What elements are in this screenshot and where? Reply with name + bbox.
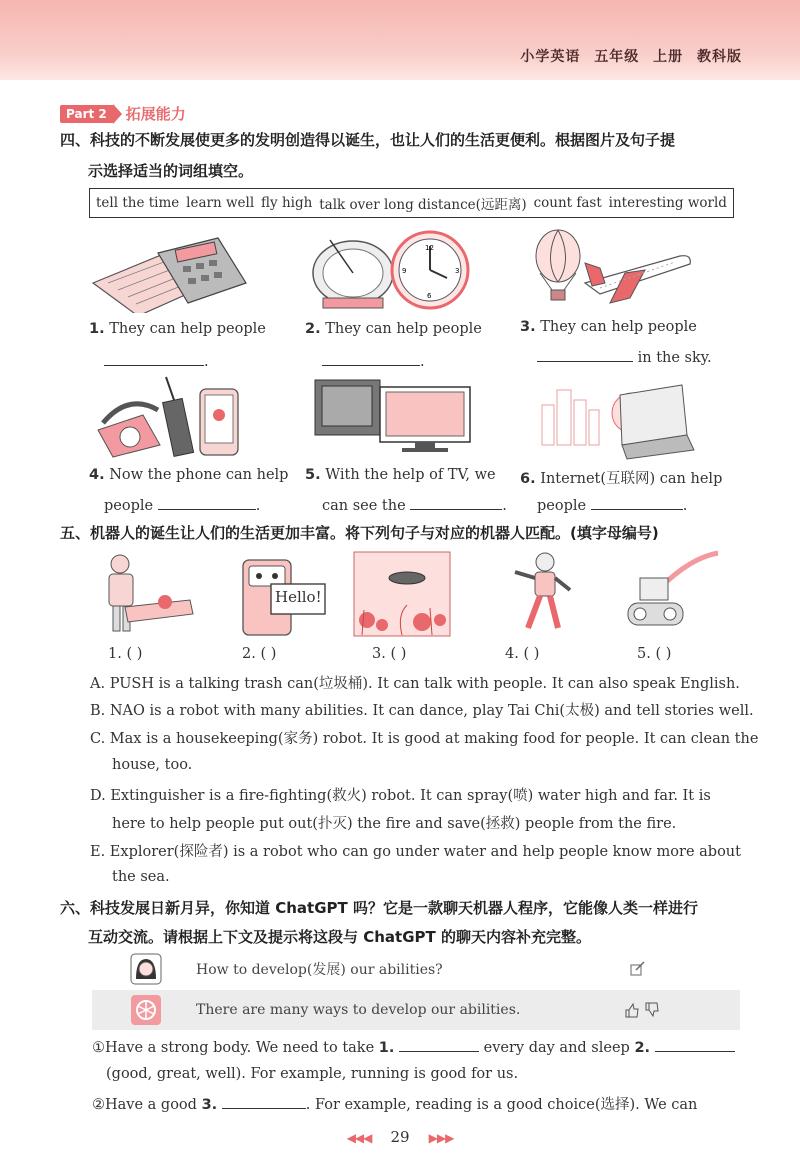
chat-answer: There are many ways to develop our abilities. xyxy=(196,1002,521,1018)
robot-label: 3. ( ) xyxy=(372,646,407,662)
robot-label: 2. ( ) xyxy=(242,646,277,662)
hello-sign: Hello! xyxy=(275,588,322,606)
svg-text:3: 3 xyxy=(455,267,460,275)
answer-blank[interactable] xyxy=(158,495,256,510)
q6-title-line2: 互动交流。请根据上下文及提示将这段与 ChatGPT 的聊天内容补充完整。 xyxy=(88,928,591,946)
answer-blank[interactable] xyxy=(537,347,633,362)
q5-option-b: B. NAO is a robot with many abilities. It can dance, play Tai Chi(太极) and tell stories well. xyxy=(90,703,754,719)
q6-title-line1: 六、科技发展日新月异，你知道 ChatGPT 吗？它是一款聊天机器人程序，它能像人类一样进行 xyxy=(60,899,698,917)
word-bank-item: learn well xyxy=(186,195,255,211)
q4-answer-line: . xyxy=(322,351,425,370)
left-arrows-icon: ◀◀◀ xyxy=(346,1131,372,1145)
q5-option-d: D. Extinguisher is a fire-fighting(救火) robot. It can spray(喷) water high and far. It is xyxy=(90,788,711,804)
balloon-airplane-image xyxy=(530,228,695,313)
word-bank-item: interesting world xyxy=(608,195,727,211)
answer-blank[interactable] xyxy=(655,1037,735,1052)
part-title: 拓展能力 xyxy=(125,105,186,123)
answer-blank[interactable] xyxy=(399,1037,479,1052)
q6-line3: ②Have a good 3. . For example, reading is a good choice(选择). We can xyxy=(92,1093,697,1114)
q4-answer-line: . xyxy=(104,351,209,370)
housekeeping-robot-image xyxy=(95,552,195,640)
part-heading xyxy=(60,103,186,124)
word-bank xyxy=(89,188,734,218)
q5-option-e-cont: the sea. xyxy=(112,869,170,885)
telephones-image xyxy=(88,375,258,460)
q4-answer-line: in the sky. xyxy=(537,347,712,366)
answer-blank[interactable] xyxy=(410,495,502,510)
q4-title-line1: 四、科技的不断发展使更多的发明创造得以诞生，也让人们的生活更便利。根据图片及句子提 xyxy=(60,131,676,149)
q4-answer-line: people . xyxy=(104,495,260,514)
word-bank-item: talk over long distance(远距离) xyxy=(319,197,527,213)
q4-answer-line: can see the . xyxy=(322,495,507,514)
q4-item: 2. They can help people xyxy=(305,321,482,337)
fire-fighting-robot-image xyxy=(620,548,720,638)
edit-icon[interactable] xyxy=(629,961,645,977)
q4-item: 4. Now the phone can help xyxy=(89,467,289,483)
thumbs-icons[interactable] xyxy=(624,1002,660,1018)
svg-text:12: 12 xyxy=(425,244,434,252)
q5-option-c-cont: house, too. xyxy=(112,757,193,773)
internet-laptop-image xyxy=(532,375,697,460)
q5-option-e: E. Explorer(探险者) is a robot who can go under water and help people know more about xyxy=(90,844,741,860)
part-arrow-icon xyxy=(113,104,122,124)
answer-blank[interactable] xyxy=(322,351,420,366)
underwater-robot-image xyxy=(352,550,452,638)
chat-question: How to develop(发展) our abilities? xyxy=(196,962,443,978)
page-header-band xyxy=(0,0,800,80)
svg-text:9: 9 xyxy=(402,267,407,275)
q6-line1: ①Have a strong body. We need to take 1. every day and sleep 2. xyxy=(92,1037,735,1056)
word-bank-item: tell the time xyxy=(96,195,180,211)
answer-blank[interactable] xyxy=(591,495,683,510)
q5-option-a: A. PUSH is a talking trash can(垃圾桶). It can talk with people. It can also speak English. xyxy=(90,676,740,692)
robot-label: 5. ( ) xyxy=(637,646,672,662)
dancing-robot-image xyxy=(500,550,580,638)
page-footer xyxy=(0,1128,800,1146)
chat-answer-row xyxy=(92,990,740,1030)
answer-blank[interactable] xyxy=(104,351,204,366)
book-info: 小学英语 五年级 上册 教科版 xyxy=(520,49,742,65)
clocks-image xyxy=(305,228,475,313)
user-avatar-icon xyxy=(130,953,162,985)
part-badge: Part 2 xyxy=(60,105,113,123)
q4-item: 3. They can help people xyxy=(520,319,697,335)
q4-item: 1. They can help people xyxy=(89,321,266,337)
q4-title-line2: 示选择适当的词组填空。 xyxy=(88,162,254,180)
word-bank-item: count fast xyxy=(533,195,602,211)
q5-option-c: C. Max is a housekeeping(家务) robot. It is good at making food for people. It can clean the xyxy=(90,731,759,747)
robot-label: 4. ( ) xyxy=(505,646,540,662)
chat-question-row xyxy=(92,950,740,988)
q4-item: 6. Internet(互联网) can help xyxy=(520,471,723,487)
q5-title: 五、机器人的诞生让人们的生活更加丰富。将下列句子与对应的机器人匹配。(填字母编号) xyxy=(60,524,659,542)
robot-label: 1. ( ) xyxy=(108,646,143,662)
q4-item: 5. With the help of TV, we xyxy=(305,467,496,483)
right-arrows-icon: ▶▶▶ xyxy=(428,1131,454,1145)
word-bank-item: fly high xyxy=(261,195,313,211)
svg-text:6: 6 xyxy=(427,292,432,300)
page-number: 29 xyxy=(390,1128,410,1146)
keyboard-calculator-image xyxy=(88,228,248,313)
q4-answer-line: people . xyxy=(537,495,687,514)
televisions-image xyxy=(310,375,475,460)
answer-blank[interactable] xyxy=(222,1094,306,1109)
q5-option-d-cont: here to help people put out(扑灭) the fire and save(拯救) people from the fire. xyxy=(112,816,677,832)
q6-line2: (good, great, well). For example, running is good for us. xyxy=(106,1066,519,1082)
chatgpt-logo-icon xyxy=(130,994,162,1026)
